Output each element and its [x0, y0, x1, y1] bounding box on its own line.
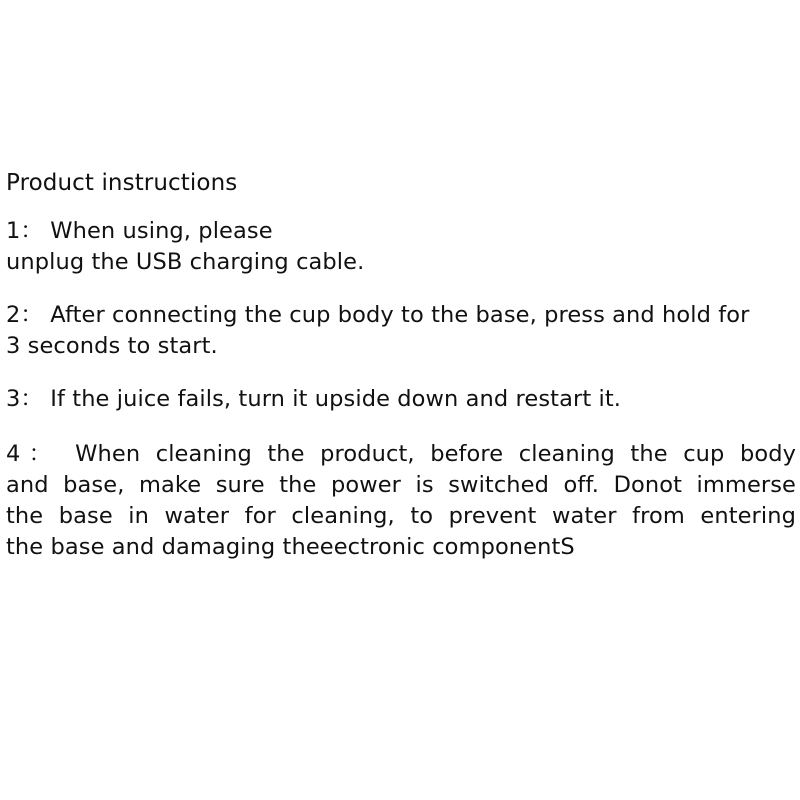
instruction-step-2-line-1: 2： After connecting the cup body to the base, press and hold for: [6, 302, 750, 328]
instruction-step-3-line-1: 3： If the juice fails, turn it upside down and restart it.: [6, 386, 622, 412]
instruction-step-4-line-4: the base and damaging theeectronic componentS: [6, 534, 575, 560]
instruction-step-4-line-3: the base in water for cleaning, to prevent water from entering: [6, 503, 796, 529]
page-title: Product instructions: [6, 170, 238, 196]
instruction-step-4-line-1: 4： When cleaning the product, before cleaning the cup body: [6, 441, 796, 467]
instruction-step-2-line-2: 3 seconds to start.: [6, 333, 218, 359]
instructions-body: [6, 168, 796, 563]
instruction-step-4: [6, 439, 796, 563]
instruction-step-3: [6, 384, 796, 415]
instruction-step-2: [6, 300, 796, 362]
instruction-step-1: [6, 216, 796, 278]
instruction-step-4-line-2: and base, make sure the power is switched off. Donot immerse: [6, 472, 796, 498]
instruction-step-1-line-1: 1： When using, please: [6, 218, 273, 244]
instruction-step-1-line-2: unplug the USB charging cable.: [6, 249, 365, 275]
